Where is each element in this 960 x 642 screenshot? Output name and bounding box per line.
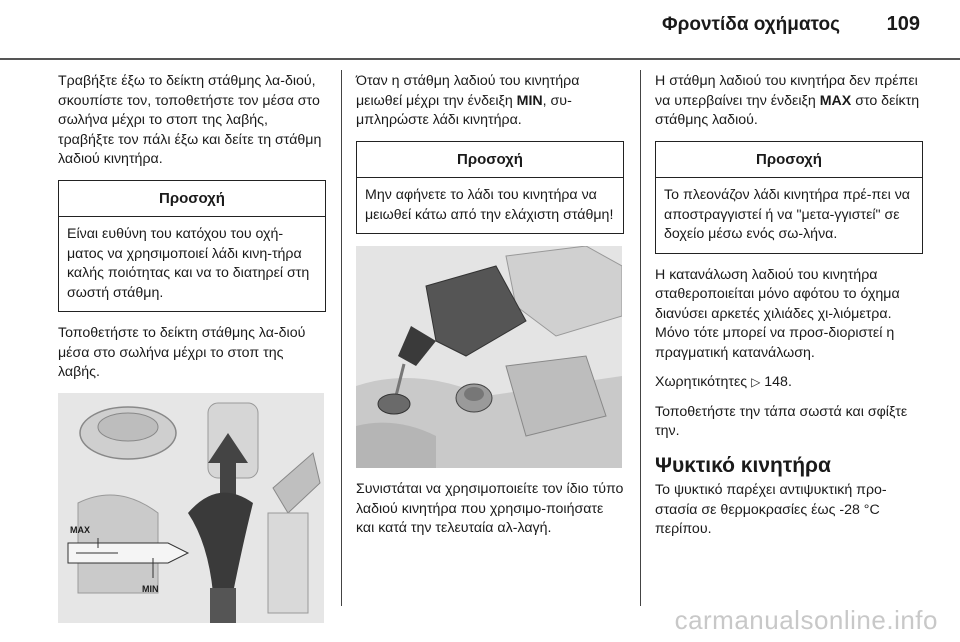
paragraph: Όταν η στάθμη λαδιού του κινητήρα μειωθεί μέχρι την ένδειξη MIN, συ-μπληρώστε λάδι κινητήρα. [356, 73, 580, 128]
dipstick-illustration [58, 393, 324, 623]
min-mark: MIN [516, 92, 543, 109]
paragraph: Τραβήξτε έξω το δείκτη στάθμης λα-διού, σκουπίστε τον, τοποθετήστε τον μέσα στο σωλήνα μέχρι το στοπ της λαβής, τραβήξτε τον πάλι έξω και δείτε τη στάθμη λαδιού κινητήρα. [58, 73, 322, 167]
paragraph: Το ψυκτικό παρέχει αντιψυκτική προ-στασία σε θερμοκρασίες έως -28 °C περίπου. [655, 482, 887, 537]
oil-filling-illustration [356, 246, 622, 468]
capacities-reference: Χωρητικότητες ▷ 148. [655, 374, 792, 390]
capacities-link[interactable]: 148. [764, 374, 792, 390]
max-mark: MAX [819, 92, 852, 109]
min-label: MIN [142, 583, 159, 594]
page-title: Φροντίδα οχήματος [662, 14, 840, 35]
paragraph: Συνιστάται να χρησιμοποιείτε τον ίδιο τύπο λαδιού κινητήρα που χρησιμο-ποιήσατε και κατά την τελευταία αλ-λαγή. [356, 481, 624, 536]
section-heading: Ψυκτικό κινητήρα [655, 453, 831, 477]
warning-title: Προσοχή [357, 142, 623, 179]
warning-text: Είναι ευθύνη του κατόχου του οχή-ματος να χρησιμοποιεί λάδι κινη-τήρα καλής ποιότητας και να το διατηρεί στη σωστή στάθμη. [67, 226, 310, 301]
column-1 [58, 72, 326, 635]
paragraph: Τοποθετήστε την τάπα σωστά και σφίξτε την. [655, 403, 908, 439]
column-divider [640, 70, 641, 606]
warning-box [655, 141, 923, 254]
page-reference-icon: ▷ [751, 375, 761, 389]
warning-text: Το πλεονάζον λάδι κινητήρα πρέ-πει να αποστραγγιστεί ή να "μετα-γγιστεί" σε δοχείο μέσω ενός σω-λήνα. [664, 187, 910, 242]
page-number: 109 [886, 13, 920, 35]
watermark: carmanualsonline.info [674, 605, 938, 635]
column-2 [356, 72, 624, 549]
column-3 [655, 72, 923, 550]
warning-text: Μην αφήνετε το λάδι του κινητήρα να μειωθεί κάτω από την ελάχιστη στάθμη! [365, 187, 614, 223]
paragraph: Τοποθετήστε το δείκτη στάθμης λα-διού μέσα στο σωλήνα μέχρι το στοπ της λαβής. [58, 325, 306, 380]
page-header [0, 0, 960, 60]
warning-title: Προσοχή [656, 142, 922, 179]
max-label: MAX [70, 524, 90, 535]
warning-box [356, 141, 624, 235]
paragraph: Η στάθμη λαδιού του κινητήρα δεν πρέπει να υπερβαίνει την ένδειξη MAX στο δείκτη στάθμης λαδιού. [655, 73, 920, 128]
header-divider [0, 58, 960, 60]
warning-title: Προσοχή [59, 181, 325, 218]
paragraph: Η κατανάλωση λαδιού του κινητήρα σταθεροποιείται μόνο αφότου το όχημα διανύσει αρκετές χιλιάδες χι-λιόμετρα. Μόνο τότε μπορεί να προσ-διοριστεί η πραγματική κατανάλωση. [655, 266, 900, 361]
column-divider [341, 70, 342, 606]
warning-box [58, 180, 326, 313]
